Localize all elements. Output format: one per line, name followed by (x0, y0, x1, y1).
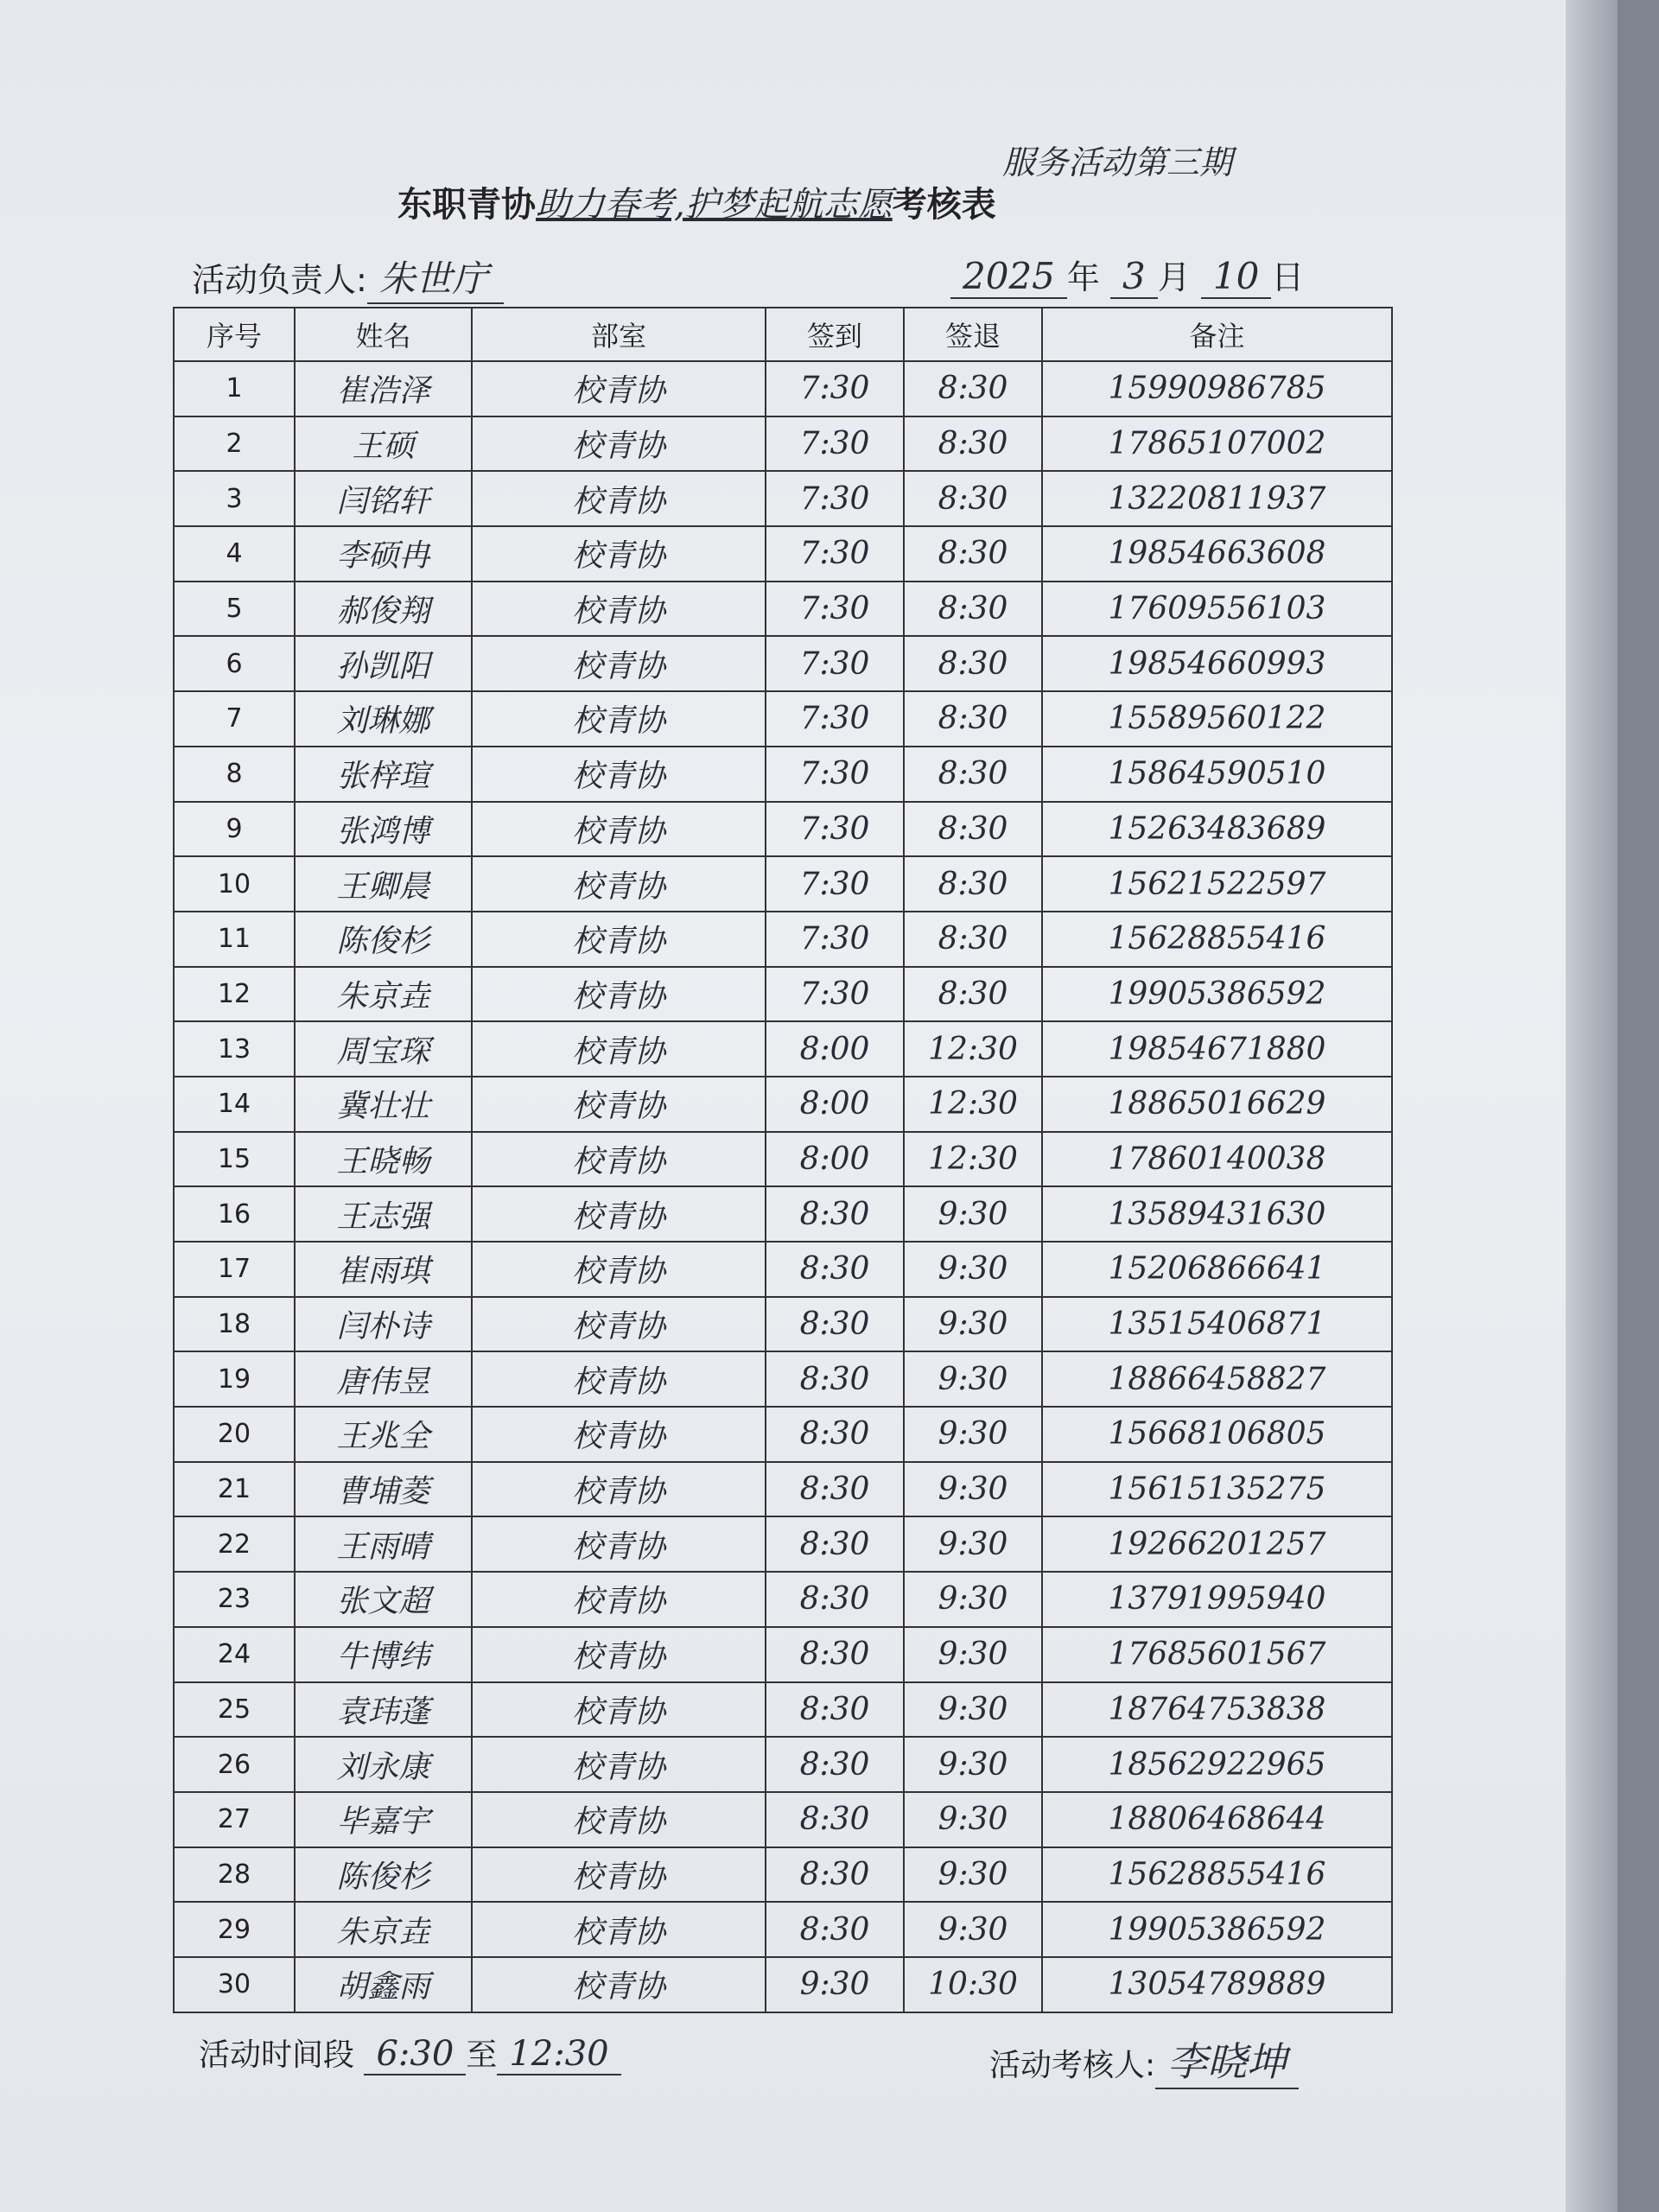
col-header-name: 姓名 (295, 308, 472, 361)
table-row (174, 361, 1392, 416)
name-cell: 王志强 (295, 1186, 472, 1242)
note-cell: 19266201257 (1042, 1516, 1392, 1572)
row-number-cell: 20 (174, 1407, 295, 1462)
period-start: 6:30 (364, 2034, 466, 2075)
checkin-cell: 8:30 (766, 1792, 904, 1847)
checkin-cell: 8:30 (766, 1627, 904, 1682)
checkout-cell: 8:30 (904, 582, 1042, 637)
row-number-cell: 3 (174, 471, 295, 526)
checkin-cell: 7:30 (766, 361, 904, 416)
note-cell: 13589431630 (1042, 1186, 1392, 1242)
table-row (174, 1627, 1392, 1682)
checkout-cell: 9:30 (904, 1847, 1042, 1903)
table-row (174, 1077, 1392, 1132)
table-row (174, 1902, 1392, 1957)
checkin-cell: 8:30 (766, 1516, 904, 1572)
row-number-cell: 27 (174, 1792, 295, 1847)
examiner-line (989, 2031, 1299, 2089)
name-cell: 牛博纬 (295, 1627, 472, 1682)
dept-cell: 校青协 (472, 1627, 766, 1682)
name-cell: 崔雨琪 (295, 1242, 472, 1297)
checkin-cell: 7:30 (766, 912, 904, 967)
checkin-cell: 8:30 (766, 1186, 904, 1242)
checkout-cell: 9:30 (904, 1297, 1042, 1352)
col-header-no: 序号 (174, 308, 295, 361)
checkin-cell: 8:00 (766, 1021, 904, 1077)
row-number-cell: 28 (174, 1847, 295, 1903)
note-cell: 15621522597 (1042, 856, 1392, 912)
note-cell: 19854671880 (1042, 1021, 1392, 1077)
checkout-cell: 8:30 (904, 802, 1042, 857)
row-number-cell: 17 (174, 1242, 295, 1297)
note-cell: 17860140038 (1042, 1132, 1392, 1187)
checkout-cell: 8:30 (904, 361, 1042, 416)
checkin-cell: 8:30 (766, 1462, 904, 1517)
date-day: 10 (1201, 255, 1271, 299)
table-row (174, 1847, 1392, 1903)
col-header-dept: 部室 (472, 308, 766, 361)
note-cell: 17609556103 (1042, 582, 1392, 637)
table-row (174, 1682, 1392, 1738)
dept-cell: 校青协 (472, 636, 766, 691)
dept-cell: 校青协 (472, 1462, 766, 1517)
name-cell: 唐伟昱 (295, 1351, 472, 1407)
checkout-cell: 8:30 (904, 471, 1042, 526)
table-row (174, 471, 1392, 526)
row-number-cell: 29 (174, 1902, 295, 1957)
row-number-cell: 16 (174, 1186, 295, 1242)
name-cell: 王雨晴 (295, 1516, 472, 1572)
row-number-cell: 19 (174, 1351, 295, 1407)
note-cell: 19905386592 (1042, 967, 1392, 1022)
checkin-cell: 7:30 (766, 747, 904, 802)
table-row (174, 526, 1392, 582)
dept-cell: 校青协 (472, 471, 766, 526)
dept-cell: 校青协 (472, 1186, 766, 1242)
note-cell: 15628855416 (1042, 1847, 1392, 1903)
checkout-cell: 9:30 (904, 1572, 1042, 1627)
checkout-cell: 8:30 (904, 416, 1042, 472)
dept-cell: 校青协 (472, 1077, 766, 1132)
table-row (174, 1957, 1392, 2012)
period-to: 至 (466, 2037, 498, 2073)
table-row (174, 747, 1392, 802)
checkout-cell: 8:30 (904, 691, 1042, 747)
dept-cell: 校青协 (472, 1847, 766, 1903)
checkout-cell: 12:30 (904, 1132, 1042, 1187)
note-cell: 15615135275 (1042, 1462, 1392, 1517)
dept-cell: 校青协 (472, 1021, 766, 1077)
note-cell: 19854660993 (1042, 636, 1392, 691)
leader-line (192, 251, 504, 304)
table-row (174, 802, 1392, 857)
checkout-cell: 9:30 (904, 1902, 1042, 1957)
checkout-cell: 9:30 (904, 1682, 1042, 1738)
dept-cell: 校青协 (472, 1902, 766, 1957)
leader-label: 活动负责人: (192, 261, 367, 299)
row-number-cell: 11 (174, 912, 295, 967)
note-cell: 18764753838 (1042, 1682, 1392, 1738)
checkout-cell: 8:30 (904, 912, 1042, 967)
name-cell: 王晓畅 (295, 1132, 472, 1187)
row-number-cell: 4 (174, 526, 295, 582)
checkout-cell: 9:30 (904, 1627, 1042, 1682)
table-row (174, 1792, 1392, 1847)
dept-cell: 校青协 (472, 1297, 766, 1352)
note-cell: 18865016629 (1042, 1077, 1392, 1132)
checkin-cell: 8:30 (766, 1572, 904, 1627)
title-suffix: 考核表 (892, 185, 996, 225)
table-row (174, 912, 1392, 967)
checkout-cell: 12:30 (904, 1077, 1042, 1132)
name-cell: 张梓瑄 (295, 747, 472, 802)
table-row (174, 1242, 1392, 1297)
col-header-checkout: 签退 (904, 308, 1042, 361)
checkin-cell: 8:30 (766, 1902, 904, 1957)
checkout-cell: 10:30 (904, 1957, 1042, 2012)
name-cell: 张文超 (295, 1572, 472, 1627)
checkout-cell: 9:30 (904, 1516, 1042, 1572)
name-cell: 陈俊杉 (295, 912, 472, 967)
name-cell: 刘永康 (295, 1737, 472, 1792)
day-label: 日 (1271, 258, 1305, 296)
paper-stack-edge (1566, 0, 1618, 2212)
checkin-cell: 8:30 (766, 1847, 904, 1903)
checkout-cell: 9:30 (904, 1737, 1042, 1792)
note-cell: 13515406871 (1042, 1297, 1392, 1352)
checkin-cell: 7:30 (766, 636, 904, 691)
note-cell: 13220811937 (1042, 471, 1392, 526)
date-month: 3 (1110, 255, 1158, 299)
checkout-cell: 9:30 (904, 1462, 1042, 1517)
row-number-cell: 15 (174, 1132, 295, 1187)
note-cell: 17685601567 (1042, 1627, 1392, 1682)
name-cell: 孙凯阳 (295, 636, 472, 691)
checkin-cell: 8:00 (766, 1077, 904, 1132)
row-number-cell: 23 (174, 1572, 295, 1627)
checkout-cell: 8:30 (904, 856, 1042, 912)
checkin-cell: 7:30 (766, 416, 904, 472)
table-row (174, 1737, 1392, 1792)
dept-cell: 校青协 (472, 1516, 766, 1572)
table-row (174, 1462, 1392, 1517)
name-cell: 刘琳娜 (295, 691, 472, 747)
checkin-cell: 8:30 (766, 1407, 904, 1462)
dept-cell: 校青协 (472, 967, 766, 1022)
leader-name: 朱世庁 (367, 251, 504, 304)
dept-cell: 校青协 (472, 747, 766, 802)
checkin-cell: 8:30 (766, 1682, 904, 1738)
checkout-cell: 9:30 (904, 1792, 1042, 1847)
dept-cell: 校青协 (472, 1351, 766, 1407)
title-handwritten: 助力春考,护梦起航志愿 (536, 185, 893, 225)
checkin-cell: 7:30 (766, 856, 904, 912)
row-number-cell: 25 (174, 1682, 295, 1738)
name-cell: 郝俊翔 (295, 582, 472, 637)
year-label: 年 (1066, 258, 1100, 296)
table-row (174, 856, 1392, 912)
name-cell: 朱京垚 (295, 967, 472, 1022)
name-cell: 王硕 (295, 416, 472, 472)
dept-cell: 校青协 (472, 1572, 766, 1627)
row-number-cell: 30 (174, 1957, 295, 2012)
note-cell: 15206866641 (1042, 1242, 1392, 1297)
table-row (174, 691, 1392, 747)
checkin-cell: 7:30 (766, 582, 904, 637)
note-cell: 18866458827 (1042, 1351, 1392, 1407)
dept-cell: 校青协 (472, 526, 766, 582)
period-label: 活动时间段 (199, 2037, 355, 2073)
dept-cell: 校青协 (472, 912, 766, 967)
month-label: 月 (1157, 258, 1191, 296)
name-cell: 胡鑫雨 (295, 1957, 472, 2012)
checkin-cell: 8:30 (766, 1351, 904, 1407)
checkin-cell: 7:30 (766, 967, 904, 1022)
row-number-cell: 26 (174, 1737, 295, 1792)
row-number-cell: 13 (174, 1021, 295, 1077)
name-cell: 李硕冉 (295, 526, 472, 582)
row-number-cell: 18 (174, 1297, 295, 1352)
checkin-cell: 8:30 (766, 1242, 904, 1297)
col-header-checkin: 签到 (766, 308, 904, 361)
checkout-cell: 9:30 (904, 1407, 1042, 1462)
checkin-cell: 8:30 (766, 1297, 904, 1352)
dept-cell: 校青协 (472, 802, 766, 857)
dept-cell: 校青协 (472, 582, 766, 637)
period-line (199, 2031, 621, 2075)
table-row (174, 1407, 1392, 1462)
note-cell: 13054789889 (1042, 1957, 1392, 2012)
row-number-cell: 12 (174, 967, 295, 1022)
name-cell: 周宝琛 (295, 1021, 472, 1077)
note-cell: 15864590510 (1042, 747, 1392, 802)
row-number-cell: 21 (174, 1462, 295, 1517)
name-cell: 陈俊杉 (295, 1847, 472, 1903)
name-cell: 闫铭轩 (295, 471, 472, 526)
table-row (174, 636, 1392, 691)
checkout-cell: 9:30 (904, 1186, 1042, 1242)
name-cell: 冀壮壮 (295, 1077, 472, 1132)
col-header-note: 备注 (1042, 308, 1392, 361)
title-prefix: 东职青协 (397, 185, 536, 225)
checkin-cell: 7:30 (766, 471, 904, 526)
table-row (174, 416, 1392, 472)
dept-cell: 校青协 (472, 856, 766, 912)
dept-cell: 校青协 (472, 361, 766, 416)
row-number-cell: 9 (174, 802, 295, 857)
name-cell: 朱京垚 (295, 1902, 472, 1957)
name-cell: 崔浩泽 (295, 361, 472, 416)
checkout-cell: 8:30 (904, 636, 1042, 691)
checkout-cell: 8:30 (904, 967, 1042, 1022)
checkin-cell: 7:30 (766, 691, 904, 747)
table-row (174, 1021, 1392, 1077)
table-row (174, 1186, 1392, 1242)
checkin-cell: 7:30 (766, 802, 904, 857)
date-year: 2025 (950, 255, 1067, 299)
document-title (397, 143, 1233, 226)
title-handwritten-insert: 服务活动第三期 (1002, 143, 1233, 181)
note-cell: 15628855416 (1042, 912, 1392, 967)
checkin-cell: 8:00 (766, 1132, 904, 1187)
dept-cell: 校青协 (472, 416, 766, 472)
table-row (174, 1572, 1392, 1627)
note-cell: 15263483689 (1042, 802, 1392, 857)
period-end: 12:30 (497, 2034, 620, 2075)
dept-cell: 校青协 (472, 1407, 766, 1462)
checkout-cell: 9:30 (904, 1242, 1042, 1297)
dept-cell: 校青协 (472, 1737, 766, 1792)
note-cell: 15589560122 (1042, 691, 1392, 747)
row-number-cell: 24 (174, 1627, 295, 1682)
checkin-cell: 9:30 (766, 1957, 904, 2012)
attendance-table (173, 307, 1393, 2013)
table-body (174, 361, 1392, 2012)
name-cell: 闫朴诗 (295, 1297, 472, 1352)
note-cell: 18562922965 (1042, 1737, 1392, 1792)
dept-cell: 校青协 (472, 1242, 766, 1297)
checkin-cell: 7:30 (766, 526, 904, 582)
table-header-row (174, 308, 1392, 361)
table-row (174, 1297, 1392, 1352)
dept-cell: 校青协 (472, 1132, 766, 1187)
name-cell: 袁玮蓬 (295, 1682, 472, 1738)
row-number-cell: 1 (174, 361, 295, 416)
note-cell: 15990986785 (1042, 361, 1392, 416)
note-cell: 18806468644 (1042, 1792, 1392, 1847)
date-line (950, 251, 1304, 299)
table-row (174, 1351, 1392, 1407)
row-number-cell: 10 (174, 856, 295, 912)
name-cell: 张鸿博 (295, 802, 472, 857)
table-row (174, 967, 1392, 1022)
name-cell: 王卿晨 (295, 856, 472, 912)
note-cell: 15668106805 (1042, 1407, 1392, 1462)
checkout-cell: 8:30 (904, 747, 1042, 802)
dept-cell: 校青协 (472, 1957, 766, 2012)
dept-cell: 校青协 (472, 1682, 766, 1738)
examiner-label: 活动考核人: (989, 2048, 1156, 2083)
row-number-cell: 14 (174, 1077, 295, 1132)
note-cell: 19905386592 (1042, 1902, 1392, 1957)
note-cell: 13791995940 (1042, 1572, 1392, 1627)
row-number-cell: 6 (174, 636, 295, 691)
checkout-cell: 8:30 (904, 526, 1042, 582)
name-cell: 王兆全 (295, 1407, 472, 1462)
checkout-cell: 9:30 (904, 1351, 1042, 1407)
name-cell: 毕嘉宇 (295, 1792, 472, 1847)
note-cell: 19854663608 (1042, 526, 1392, 582)
note-cell: 17865107002 (1042, 416, 1392, 472)
table-row (174, 582, 1392, 637)
table-row (174, 1516, 1392, 1572)
row-number-cell: 2 (174, 416, 295, 472)
table-row (174, 1132, 1392, 1187)
row-number-cell: 7 (174, 691, 295, 747)
name-cell: 曹埔菱 (295, 1462, 472, 1517)
examiner-signature: 李晓坤 (1155, 2031, 1299, 2089)
row-number-cell: 22 (174, 1516, 295, 1572)
checkout-cell: 12:30 (904, 1021, 1042, 1077)
dept-cell: 校青协 (472, 1792, 766, 1847)
dept-cell: 校青协 (472, 691, 766, 747)
checkin-cell: 8:30 (766, 1737, 904, 1792)
row-number-cell: 5 (174, 582, 295, 637)
row-number-cell: 8 (174, 747, 295, 802)
